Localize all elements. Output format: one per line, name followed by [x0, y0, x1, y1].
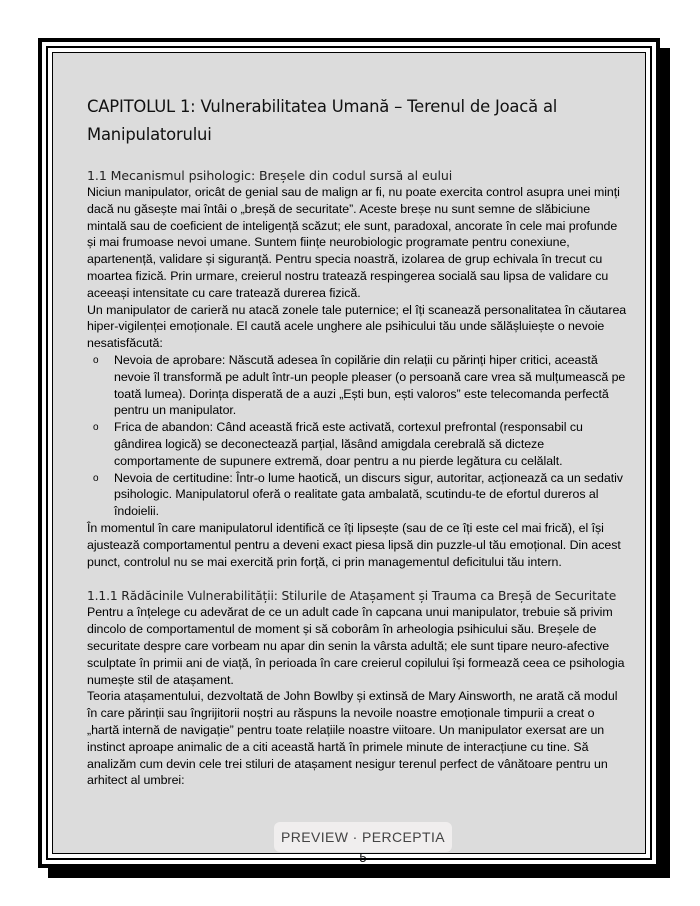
hollow-circle-bullet-icon: o [93, 354, 99, 366]
hollow-circle-bullet-icon: o [93, 472, 99, 484]
subsection-heading: 1.1.1 Rădăcinile Vulnerabilității: Stilurile de Atașament și Trauma ca Breșă de Securitate [87, 589, 617, 604]
page [52, 52, 646, 865]
paragraph: Niciun manipulator, oricât de genial sau de malign ar fi, nu poate exercita control asupra unei minți dacă nu găsește mai întâi o „breșă de securitate”. Aceste breșe nu sunt semne de slăbiciune mintală sau de coeficient de inteligență scăzut; ele sunt, paradoxal, ancorate în cele mai profunde și mai frumoase nevoi umane. Suntem ființe neurobiologic programate pentru conexiune, apartenență, validare și siguranță. Pentru specia noastră, izolarea de grup echivala în trecut cu moartea fizică. Prin urmare, creierul nostru tratează respingerea socială sau lipsa de validare cu aceeași intensitate cu care tratează durerea fizică. [87, 185, 620, 300]
paragraph: Un manipulator de carieră nu atacă zonele tale puternice; el îți scanează personalitatea în căutarea hiper-vigilenței emoționale. El caută acele unghere ale psihicului tău unde sălășluiește o nevoie nesatisfăcută: [87, 302, 627, 351]
list-item [93, 352, 627, 419]
paragraph: Pentru a înțelege cu adevărat de ce un adult cade în capcana unui manipulator, trebuie să privim dincolo de comportamentul de moment și să coborâm în arheologia psihicului său. Breșele de securitate despre care vorbeam nu apar din senin la vârsta adultă; ele sunt tipare neuro-afective sculptate în primii ani de viață, în perioada în care creierul copilului își formează ceea ce psihologia numește stil de atașament. [87, 605, 625, 687]
page-frame-middle [46, 46, 652, 865]
section-heading: 1.1 Mecanismul psihologic: Breșele din codul sursă al eului [87, 168, 453, 183]
preview-badge: PREVIEW · PERCEPTIA [274, 822, 452, 852]
paragraph: Teoria atașamentului, dezvoltată de John Bowlby și extinsă de Mary Ainsworth, ne arată că modul în care părinții sau îngrijitorii noștri au răspuns la nevoile noastre emoționale timpurii a creat o „hartă internă de navigație” pentru toate relațiile noastre viitoare. Un manipulator exersat are un instinct aproape animalic de a citi această hartă în primele minute de interacțiune cu tine. Să analizăm cum devin cele trei stiluri de atașament nesigur terenul perfect de vânătoare pentru un arhitect al umbrei: [87, 689, 618, 788]
page-content [87, 93, 627, 789]
list-item-text: Nevoia de aprobare: Născută adesea în copilărie din relații cu părinți hiper critici, această nevoie îl transformă pe adult într-un people pleaser (o persoană care vrea să mulțumească pe toată lumea). Dorința disperată de a auzi „Ești bun, ești valoros” este telecomanda perfectă pentru un manipulator. [114, 352, 626, 418]
page-number: 5 [359, 850, 367, 865]
hollow-circle-bullet-icon: o [93, 422, 99, 434]
list-item [93, 419, 627, 469]
list-item [93, 470, 627, 520]
page-frame [38, 38, 660, 868]
chapter-title: CAPITOLUL 1: Vulnerabilitatea Umană – Terenul de Joacă al Manipulatorului [87, 97, 558, 144]
paragraph: În momentul în care manipulatorul identifică ce îți lipsește (sau de ce îți este cel mai frică), el își ajustează comportamentul pentru a deveni exact piesa lipsă din puzzle-ul tău emoțional. Din acest punct, controlul nu se mai exercită prin forță, ci prin managementul deficitului tău intern. [87, 520, 621, 569]
list-item-text: Nevoia de certitudine: Într-o lume haotică, un discurs sigur, autoritar, acționează ca un sedativ psihologic. Manipulatorul oferă o realitate gata ambalată, scutindu-te de efortul dureros al îndoielii. [114, 470, 623, 519]
bullet-list [87, 352, 627, 520]
list-item-text: Frica de abandon: Când această frică este activată, cortexul prefrontal (responsabil cu gândirea logică) se deconectează parțial, lăsând amigdala cerebrală să dicteze comportamente de supunere extremă, doar pentru a nu pierde legătura cu celălalt. [114, 420, 583, 468]
